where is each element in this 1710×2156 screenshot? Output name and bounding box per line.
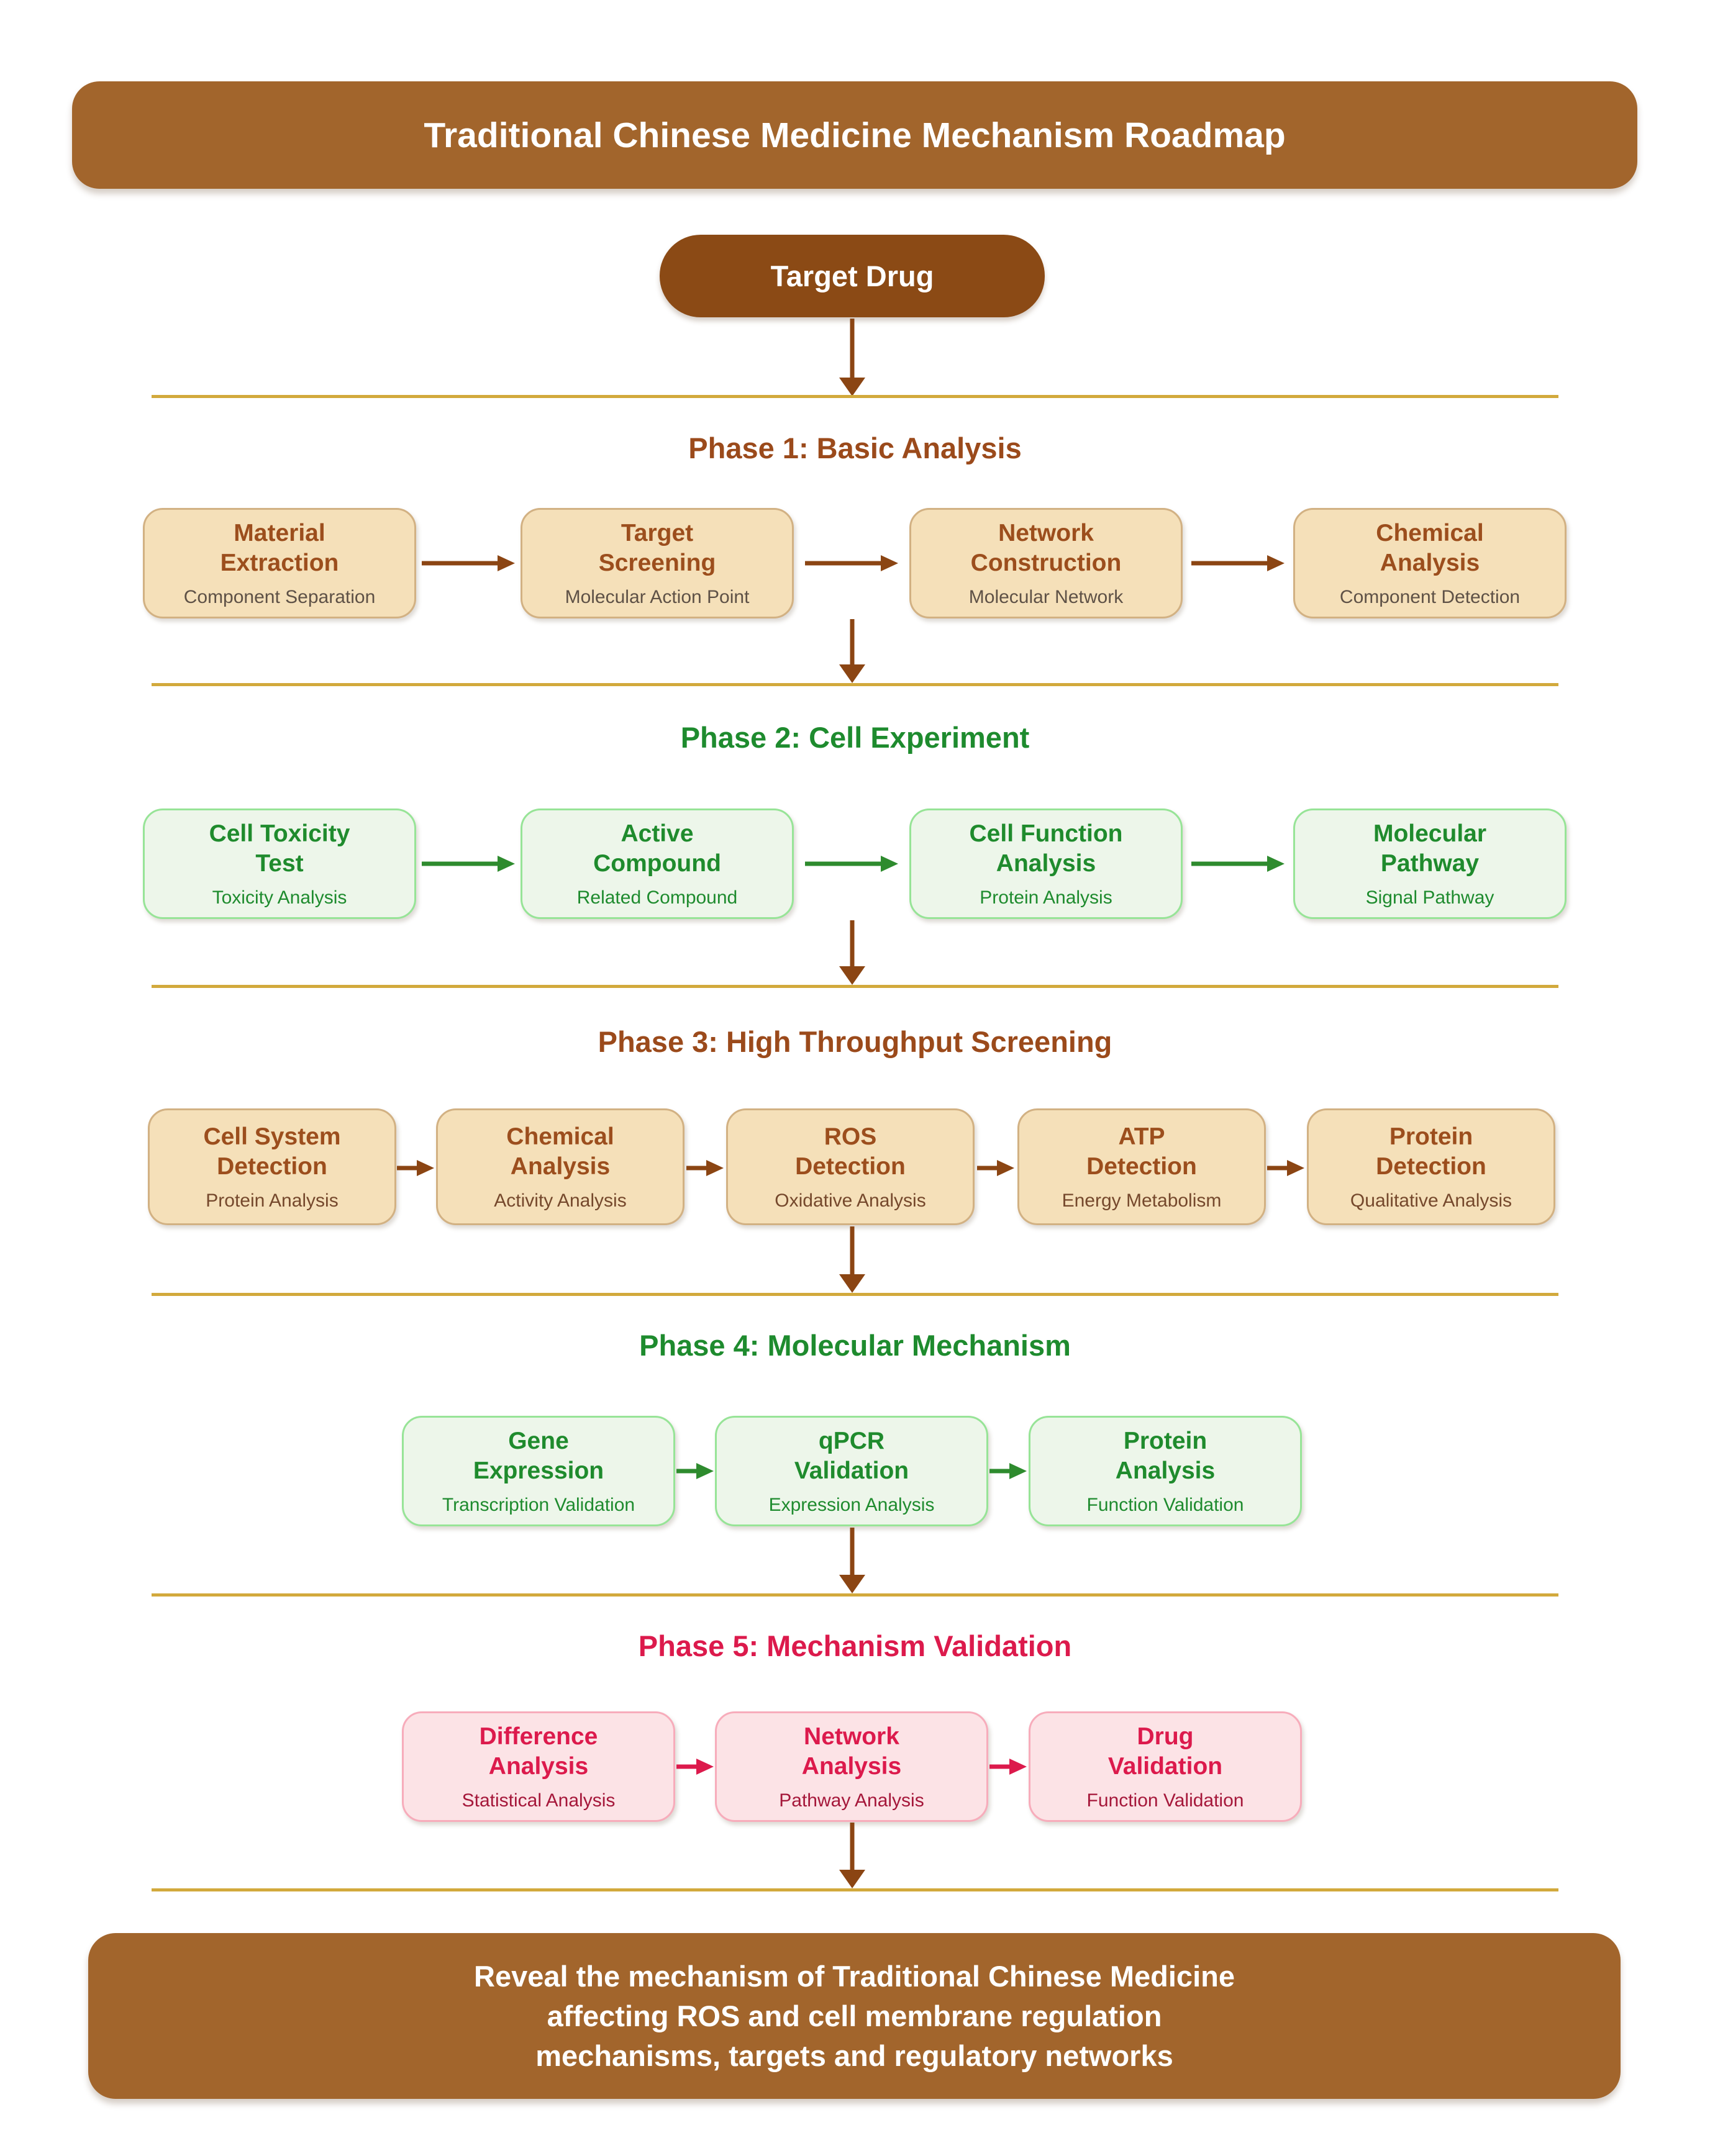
box-title: qPCR Validation	[794, 1427, 909, 1484]
box-subtitle: Component Detection	[1339, 586, 1521, 607]
box-title: ROS Detection	[795, 1123, 906, 1180]
box-title: Protein Analysis	[1115, 1427, 1216, 1484]
flow-arrow-right-icon	[1191, 551, 1285, 576]
box-title: Cell Function Analysis	[969, 820, 1123, 877]
box-subtitle: Protein Analysis	[206, 1190, 339, 1211]
flow-arrow-down-icon	[835, 1528, 870, 1593]
flow-arrow-right-icon	[805, 851, 898, 876]
box-network-analysis	[715, 1711, 988, 1822]
box-difference-analysis	[402, 1711, 675, 1822]
phase-1-title: Phase 1: Basic Analysis	[688, 432, 1022, 464]
box-title: Target Screening	[598, 519, 716, 576]
box-subtitle: Component Separation	[183, 586, 376, 607]
box-active-compound	[521, 808, 794, 919]
flow-arrow-down-icon	[835, 319, 870, 396]
box-subtitle: Pathway Analysis	[779, 1790, 924, 1811]
box-title: Chemical Analysis	[1376, 519, 1484, 576]
flow-arrow-right-icon	[422, 851, 515, 876]
box-subtitle: Transcription Validation	[442, 1494, 635, 1515]
box-subtitle: Molecular Action Point	[565, 586, 750, 607]
box-subtitle: Energy Metabolism	[1062, 1190, 1222, 1211]
flow-arrow-right-icon	[422, 551, 515, 576]
conclusion-line: mechanisms, targets and regulatory networks	[535, 2039, 1173, 2072]
box-title: Protein Detection	[1376, 1123, 1486, 1180]
flow-arrow-right-icon	[989, 1459, 1027, 1483]
flow-arrow-down-icon	[835, 1823, 870, 1888]
box-subtitle: Protein Analysis	[980, 887, 1112, 908]
box-network-construction	[909, 508, 1183, 618]
flow-arrow-right-icon	[1191, 851, 1285, 876]
flow-arrow-right-icon	[686, 1156, 724, 1180]
box-material-extraction	[143, 508, 416, 618]
box-subtitle: Molecular Network	[968, 586, 1124, 607]
title-banner	[72, 81, 1637, 189]
box-subtitle: Function Validation	[1086, 1790, 1244, 1811]
phase-separator-line	[152, 1293, 1558, 1296]
box-subtitle: Statistical Analysis	[462, 1790, 616, 1811]
box-title: Difference Analysis	[479, 1723, 598, 1780]
box-subtitle: Toxicity Analysis	[212, 887, 347, 908]
box-atp-detection	[1017, 1108, 1266, 1225]
box-subtitle: Signal Pathway	[1365, 887, 1494, 908]
box-subtitle: Oxidative Analysis	[775, 1190, 926, 1211]
flow-arrow-right-icon	[676, 1459, 714, 1483]
flow-arrow-down-icon	[835, 920, 870, 985]
box-title: Cell Toxicity Test	[209, 820, 350, 877]
box-title: ATP Detection	[1086, 1123, 1197, 1180]
box-subtitle: Activity Analysis	[494, 1190, 627, 1211]
phase-5-title: Phase 5: Mechanism Validation	[638, 1629, 1072, 1662]
box-title: Cell System Detection	[203, 1123, 341, 1180]
box-subtitle: Expression Analysis	[768, 1494, 935, 1515]
phase-separator-line	[152, 1593, 1558, 1597]
start-node-target-drug	[660, 235, 1045, 317]
box-chemical-analysis-p3	[436, 1108, 684, 1225]
box-ros-detection	[726, 1108, 975, 1225]
box-chemical-analysis-p1	[1293, 508, 1567, 618]
flow-arrow-right-icon	[397, 1156, 434, 1180]
box-drug-validation	[1029, 1711, 1302, 1822]
phase-separator-line	[152, 683, 1558, 686]
phase-3-title: Phase 3: High Throughput Screening	[598, 1025, 1112, 1058]
box-title: Molecular Pathway	[1373, 820, 1487, 877]
box-cell-system-detection	[148, 1108, 396, 1225]
box-target-screening	[521, 508, 794, 618]
phase-2-title: Phase 2: Cell Experiment	[680, 721, 1030, 754]
box-title: Network Analysis	[801, 1723, 902, 1780]
flow-arrow-right-icon	[676, 1754, 714, 1779]
box-qpcr-validation	[715, 1416, 988, 1526]
box-gene-expression	[402, 1416, 675, 1526]
box-title: Drug Validation	[1107, 1723, 1223, 1780]
page-title: Traditional Chinese Medicine Mechanism Roadmap	[424, 115, 1286, 155]
box-cell-toxicity-test	[143, 808, 416, 919]
box-subtitle: Function Validation	[1086, 1494, 1244, 1515]
phase-4-title: Phase 4: Molecular Mechanism	[639, 1329, 1071, 1362]
box-subtitle: Related Compound	[576, 887, 738, 908]
box-molecular-pathway	[1293, 808, 1567, 919]
conclusion-line: affecting ROS and cell membrane regulation	[547, 1999, 1162, 2032]
box-title: Network Construction	[970, 519, 1122, 576]
flow-arrow-down-icon	[835, 619, 870, 683]
box-protein-detection	[1307, 1108, 1555, 1225]
phase-separator-line	[152, 395, 1558, 398]
box-protein-analysis-p4	[1029, 1416, 1302, 1526]
flow-arrow-right-icon	[977, 1156, 1014, 1180]
box-subtitle: Qualitative Analysis	[1350, 1190, 1512, 1211]
conclusion-banner	[88, 1933, 1621, 2099]
phase-separator-line	[152, 985, 1558, 988]
box-title: Chemical Analysis	[506, 1123, 614, 1180]
box-title: Gene Expression	[473, 1427, 604, 1484]
flow-arrow-right-icon	[989, 1754, 1027, 1779]
box-title: Material Extraction	[220, 519, 339, 576]
box-cell-function-analysis	[909, 808, 1183, 919]
conclusion-line: Reveal the mechanism of Traditional Chinese Medicine	[474, 1959, 1235, 1993]
box-title: Active Compound	[593, 820, 721, 877]
phase-separator-line	[152, 1888, 1558, 1891]
start-node-label: Target Drug	[770, 260, 934, 292]
flow-arrow-right-icon	[805, 551, 898, 576]
flow-arrow-down-icon	[835, 1226, 870, 1293]
flow-arrow-right-icon	[1267, 1156, 1304, 1180]
